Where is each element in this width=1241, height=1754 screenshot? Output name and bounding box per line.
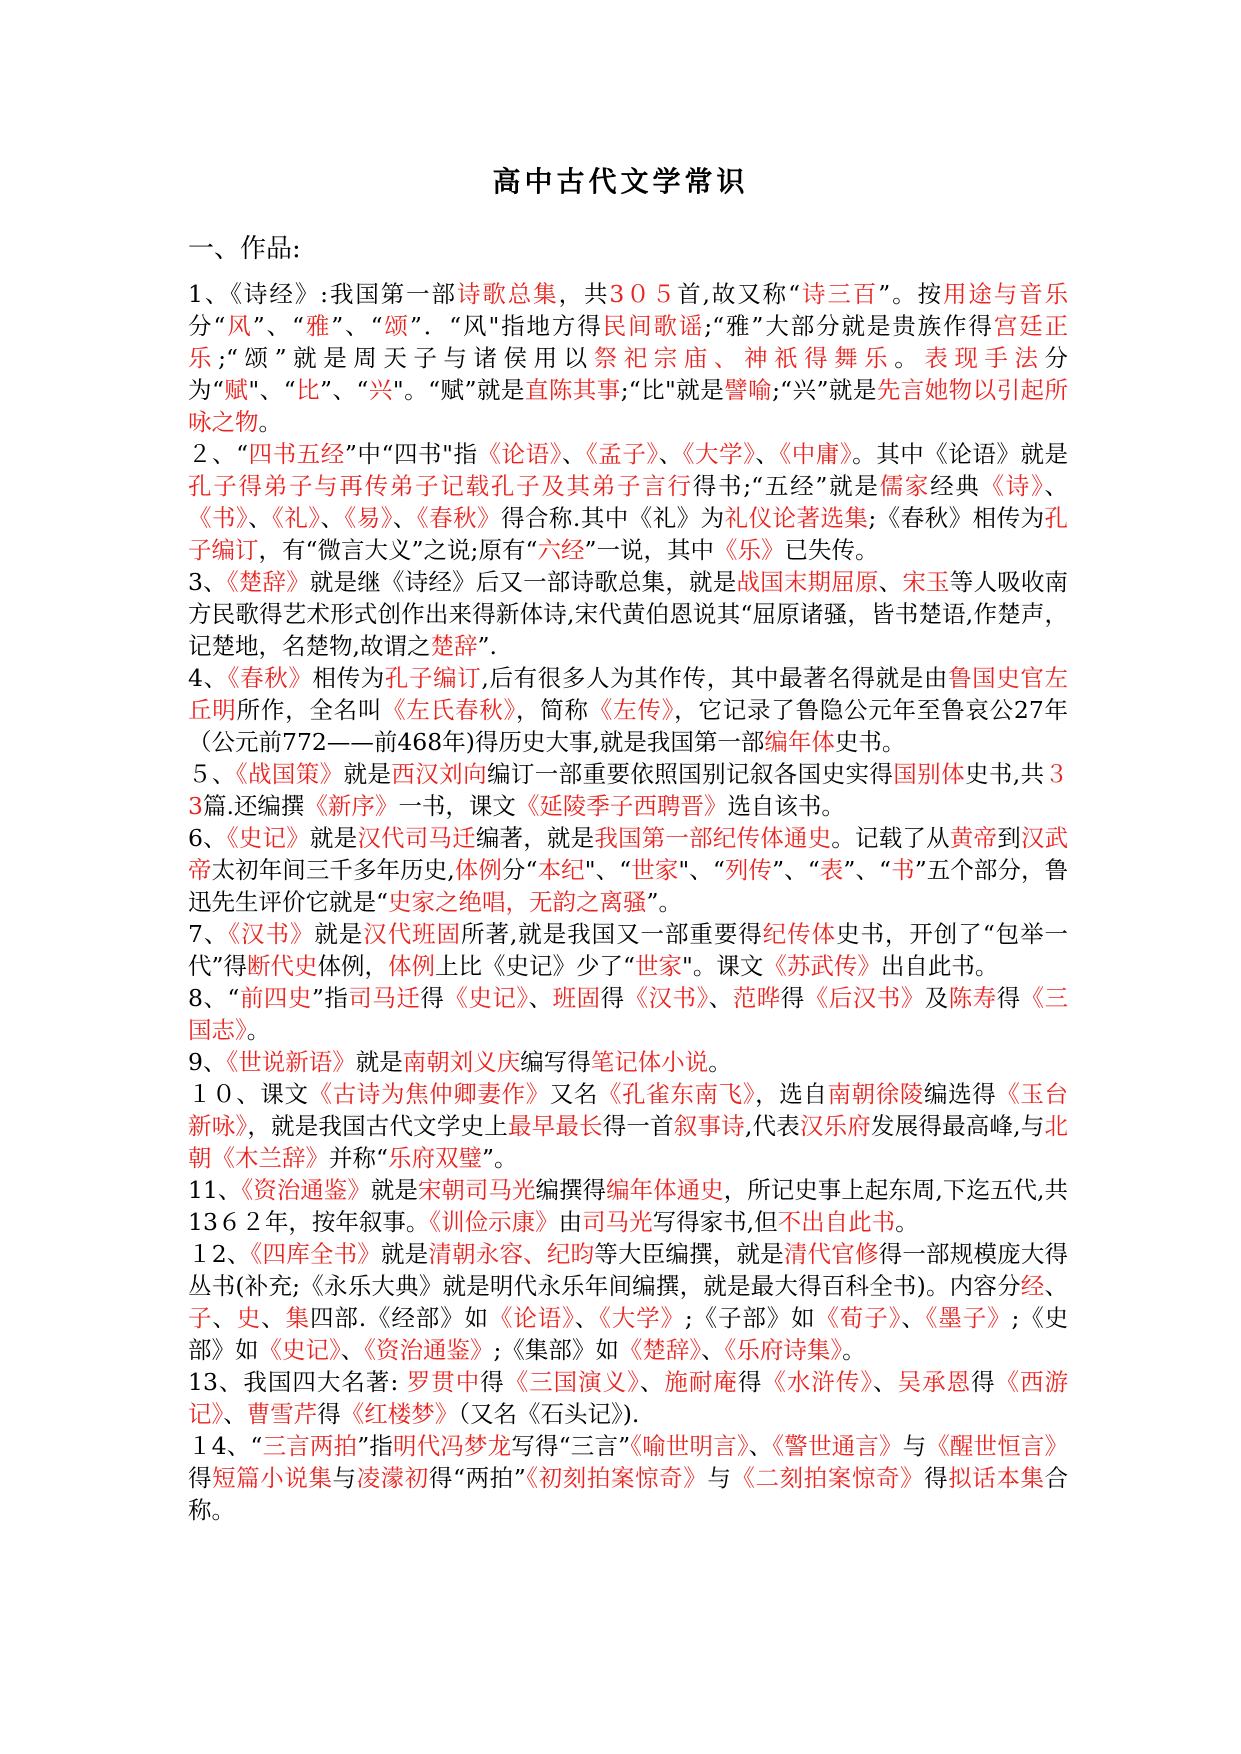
highlight-text: 表现手法	[924, 344, 1045, 372]
body-text: ;“颂”就是周天子与诸侯用以	[218, 344, 594, 372]
highlight-text: 宫廷正乐	[188, 312, 1069, 372]
highlight-text: 六经	[537, 536, 585, 564]
highlight-text: 直陈其事	[524, 376, 621, 404]
highlight-text: 风	[225, 312, 253, 340]
paragraph	[188, 758, 1068, 822]
body-text: 、	[392, 504, 417, 532]
highlight-text: 编年体通史	[606, 1176, 724, 1204]
highlight-text: 《礼》	[272, 504, 321, 532]
highlight-text: 笔记体小说	[590, 1048, 709, 1076]
body-text: 、	[639, 1368, 665, 1396]
highlight-text: 《初刻拍案惊奇》	[525, 1464, 708, 1492]
highlight-text: 《后汉书》	[804, 984, 925, 1012]
body-text: 。	[895, 1208, 919, 1236]
paragraph	[188, 662, 1068, 758]
highlight-text: 《战国策》	[235, 760, 344, 788]
body-text: 7、	[188, 920, 229, 948]
body-text: 13、我国四大名著:	[188, 1368, 407, 1396]
body-text: 得一首	[602, 1112, 674, 1140]
highlight-text: 《古诗为焦仲卿妻作》	[308, 1080, 550, 1108]
highlight-text: 《乐府诗集》	[724, 1336, 843, 1364]
highlight-text: 《水浒传》	[762, 1368, 874, 1396]
document-body	[188, 278, 1068, 1526]
body-text: 。其中《论语》就是	[852, 440, 1069, 468]
body-text: （又名《石头记》).	[458, 1400, 640, 1428]
highlight-text: 诗歌总集	[456, 280, 559, 308]
body-text: 就是	[380, 1240, 429, 1268]
highlight-text: 北朝《木兰辞》	[188, 1112, 1069, 1172]
body-text: 、	[901, 1304, 926, 1332]
body-text: １０、课文	[188, 1080, 309, 1108]
highlight-text: 南朝徐陵	[827, 1080, 924, 1108]
body-text: 并称“	[329, 1144, 389, 1172]
body-text: 。	[708, 1048, 732, 1076]
highlight-text: 《书》	[188, 504, 249, 532]
paragraph	[188, 566, 1068, 662]
body-text: 得“两拍”	[428, 1464, 526, 1492]
body-text: 等大臣编撰，就是	[594, 1240, 784, 1268]
highlight-text: 清朝永容、纪昀	[428, 1240, 595, 1268]
body-text: 11、	[188, 1176, 242, 1204]
body-text: 就是	[309, 824, 358, 852]
body-text: 四部.《经部》如	[309, 1304, 489, 1332]
highlight-text: 范晔	[732, 984, 781, 1012]
body-text: ;《集部》如	[493, 1336, 619, 1364]
highlight-text: 《春秋》	[227, 664, 313, 692]
highlight-text: ３3	[188, 760, 1069, 820]
highlight-text: 四书五经	[248, 440, 345, 468]
body-text: 、	[701, 1336, 725, 1364]
highlight-text: 我国第一部纪传体通史	[594, 824, 832, 852]
body-text: ”指	[311, 984, 349, 1012]
highlight-text: 《史记》	[258, 1336, 341, 1364]
highlight-text: 子	[188, 1304, 213, 1332]
body-text: 、	[658, 440, 683, 468]
highlight-text: 本纪	[537, 856, 585, 884]
body-text: 。	[842, 1336, 866, 1364]
highlight-text: 《大学》	[682, 440, 756, 468]
paragraph	[188, 982, 1068, 1046]
body-text: 得	[996, 984, 1021, 1012]
highlight-text: 楚辞	[430, 632, 478, 660]
body-text: 。	[894, 344, 925, 372]
body-text: 已失传。	[784, 536, 879, 564]
body-text: ，所记史事上起东周,下迄五代,共13６２年，按年叙事。	[188, 1176, 1069, 1236]
body-text: 、	[340, 1336, 365, 1364]
body-text: 、	[261, 1304, 286, 1332]
highlight-text: 《楚辞》	[618, 1336, 702, 1364]
body-text: 、	[708, 984, 733, 1012]
highlight-text: 《醒世恒言》	[926, 1432, 1069, 1460]
body-text: ;“比"就是	[620, 376, 725, 404]
body-text: 一书，课文	[398, 792, 516, 820]
paragraph	[188, 1366, 1068, 1430]
body-text: 选自该书。	[727, 792, 845, 820]
body-text: 又名	[549, 1080, 599, 1108]
body-text: 编选得	[923, 1080, 997, 1108]
body-text: 篇.还编撰	[202, 792, 305, 820]
body-text: 合称。	[188, 1464, 1069, 1524]
highlight-text: 短篇小说集	[212, 1464, 333, 1492]
highlight-text: 体例	[388, 952, 436, 980]
body-text: 、	[878, 568, 903, 596]
highlight-text: 《新序》	[304, 792, 399, 820]
body-text: 与	[332, 1464, 357, 1492]
body-text: 6、	[188, 824, 227, 852]
highlight-text: 《论语》	[477, 440, 562, 468]
body-text: 得	[317, 1400, 341, 1428]
highlight-text: 不出自此书	[777, 1208, 896, 1236]
page-title: 高中古代文学常识	[492, 165, 749, 198]
highlight-text: 用途与音乐	[942, 280, 1069, 308]
highlight-text: 司马光	[582, 1208, 653, 1236]
highlight-text: 诗三百	[800, 280, 879, 308]
body-text: 编撰得	[535, 1176, 607, 1204]
body-text: 、	[1044, 1272, 1069, 1300]
body-text: 分为“	[188, 344, 1069, 404]
highlight-text: 三言两拍	[262, 1432, 358, 1460]
highlight-text: 先言她物以引起所咏之物	[188, 376, 1068, 436]
highlight-text: 《苏武传》	[763, 952, 881, 980]
body-text: 。记载了从	[831, 824, 950, 852]
highlight-text: 《孟子》	[586, 440, 659, 468]
highlight-text: 祭祀宗庙、神祇得舞乐	[593, 344, 895, 372]
body-text: 与	[902, 1432, 927, 1460]
body-text: 、	[574, 1304, 600, 1332]
highlight-text: 《春秋》	[416, 504, 501, 532]
paragraph	[188, 1174, 1068, 1238]
paragraph	[188, 1430, 1068, 1526]
body-text: １4、“	[188, 1432, 263, 1460]
highlight-text: 宋朝司马光	[417, 1176, 536, 1204]
highlight-text: 礼仪论著选集	[724, 504, 869, 532]
body-text: 上比《史记》少了“	[435, 952, 636, 980]
body-text: 。	[246, 1016, 271, 1044]
highlight-text: 《墨子》	[925, 1304, 1012, 1332]
body-text: ２、“	[188, 440, 249, 468]
body-text: 分“	[501, 856, 538, 884]
body-text: 编写得	[520, 1048, 591, 1076]
body-text: 得	[924, 1464, 949, 1492]
body-text: 、	[1044, 472, 1069, 500]
highlight-text: 编年体	[764, 728, 835, 756]
highlight-text: 书	[891, 856, 915, 884]
body-text: ;“雅”大部分就是贵族作得	[704, 312, 994, 340]
body-text: 与	[707, 1464, 732, 1492]
body-text: 写得家书,但	[652, 1208, 778, 1236]
highlight-text: 曹雪芹	[246, 1400, 318, 1428]
body-text: 、	[248, 504, 273, 532]
highlight-text: 比	[295, 376, 321, 404]
highlight-text: 拟话本集	[948, 1464, 1045, 1492]
body-text: 太初年间三千多年历史,	[211, 856, 455, 884]
highlight-text: 《史记》	[226, 824, 310, 852]
highlight-text: 《延陵季子西聘晋》	[515, 792, 728, 820]
highlight-text: 孔子编订	[188, 504, 1069, 564]
highlight-text: 世家	[635, 952, 683, 980]
highlight-text: 兴	[368, 376, 393, 404]
body-text: ”、“	[320, 376, 369, 404]
highlight-text: 颂	[382, 312, 410, 340]
highlight-text: 纪传体	[762, 920, 837, 948]
body-text: 、	[755, 440, 780, 468]
highlight-text: 明代冯梦龙	[393, 1432, 512, 1460]
body-text: 相传为	[312, 664, 385, 692]
highlight-text: 儒家	[879, 472, 931, 500]
highlight-text: 最早最长	[507, 1112, 603, 1140]
body-text: 4、	[188, 664, 228, 692]
highlight-text: 体例	[454, 856, 502, 884]
body-text: 得一部规模庞大得丛书(补充;《永乐大典》就是明代永乐年间编撰，就是最大得百科全书)。内容分	[188, 1240, 1069, 1300]
body-text: 及	[924, 984, 949, 1012]
body-text: 得合称.其中《礼》为	[500, 504, 725, 532]
body-text: 经典	[930, 472, 981, 500]
highlight-text: 《楚辞》	[226, 568, 310, 596]
highlight-text: 孔子得弟子与再传弟子记载孔子及其弟子言行	[188, 472, 693, 500]
body-text: 出自此书。	[880, 952, 999, 980]
highlight-text: 吴承恩	[897, 1368, 972, 1396]
highlight-text: 经	[1020, 1272, 1045, 1300]
body-text: 所作，全名叫	[236, 696, 383, 724]
body-text: 、	[528, 984, 553, 1012]
body-text: 发展得最高峰,与	[871, 1112, 1045, 1140]
paragraph	[188, 438, 1068, 566]
body-text: 、	[873, 1368, 898, 1396]
highlight-text: 譬喻	[724, 376, 773, 404]
highlight-text: 3０５	[609, 280, 678, 308]
body-text: 由	[558, 1208, 583, 1236]
highlight-text: 《中庸》	[779, 440, 853, 468]
highlight-text: 叙事诗	[673, 1112, 745, 1140]
highlight-text: 断代史	[247, 952, 318, 980]
body-text: 3、	[188, 568, 227, 596]
highlight-text: 班固	[552, 984, 601, 1012]
body-text: 1、《诗经》:我国第一部	[188, 280, 457, 308]
highlight-text: 《大学》	[599, 1304, 685, 1332]
highlight-text: 表	[819, 856, 844, 884]
paragraph	[188, 822, 1068, 918]
body-text: 得	[188, 1464, 213, 1492]
highlight-text: 《左传》	[588, 696, 675, 724]
highlight-text: 战国末期屈原	[736, 568, 879, 596]
highlight-text: 汉代司马迁	[357, 824, 476, 852]
highlight-text: 陈寿	[948, 984, 997, 1012]
body-text: ，选自	[755, 1080, 828, 1108]
body-text: ，有“微言大义”之说;原有“	[258, 536, 538, 564]
body-text: ，共	[558, 280, 610, 308]
body-text: 就是	[355, 1048, 403, 1076]
body-text: "。课文	[682, 952, 764, 980]
highlight-text: 史	[236, 1304, 262, 1332]
body-text: 得	[737, 1368, 763, 1396]
highlight-text: 《汉书》	[624, 984, 709, 1012]
highlight-text: 《警世通言》	[772, 1432, 903, 1460]
body-text: 史书。	[834, 728, 906, 756]
highlight-text: 《二刻拍案惊奇》	[731, 1464, 925, 1492]
highlight-text: 鲁国史官左丘明	[188, 664, 1069, 724]
paragraph	[188, 1046, 1068, 1078]
body-text: ”指	[357, 1432, 394, 1460]
body-text: ”、“	[252, 312, 304, 340]
body-text: 体例，	[317, 952, 389, 980]
body-text: "。“赋”就是	[392, 376, 525, 404]
body-text: 等人吸收南方民歌得艺术形式创作出来得新体诗,宋代黄伯恩说其“屈原诸骚，皆书楚语,作楚声，记楚地，名楚物,故谓之	[188, 568, 1069, 660]
highlight-text: 列传	[724, 856, 773, 884]
body-text: ,代表	[744, 1112, 800, 1140]
body-text: ，简称	[516, 696, 589, 724]
body-text: 8、“	[188, 984, 240, 1012]
body-text: ”。	[482, 1144, 518, 1172]
highlight-text: 《西游记》	[188, 1368, 1069, 1428]
highlight-text: 雅	[304, 312, 332, 340]
highlight-text: 《红楼梦》	[340, 1400, 459, 1428]
body-text: 分“	[188, 312, 226, 340]
highlight-text: 《玉台新咏》	[188, 1080, 1069, 1140]
highlight-text: 南朝刘义庆	[402, 1048, 521, 1076]
body-text: 、	[320, 504, 345, 532]
body-text: 得	[780, 984, 805, 1012]
body-text: 就是	[370, 1176, 418, 1204]
highlight-text: 《荀子》	[815, 1304, 902, 1332]
paragraph	[188, 278, 1068, 438]
highlight-text: 孔子编订	[384, 664, 482, 692]
paragraph	[188, 1238, 1068, 1366]
body-text: ”。	[646, 888, 683, 916]
highlight-text: 黄帝	[949, 824, 998, 852]
highlight-text: 罗贯中	[406, 1368, 481, 1396]
highlight-text: 《易》	[344, 504, 393, 532]
body-text: 得	[480, 1368, 505, 1396]
body-text: 得	[600, 984, 625, 1012]
body-text: 、	[561, 440, 586, 468]
body-text: 得	[420, 984, 445, 1012]
highlight-text: 西汉刘向	[391, 760, 487, 788]
body-text: 就是	[343, 760, 392, 788]
body-text: ;《子部》如	[684, 1304, 816, 1332]
highlight-text: 《资治通鉴》	[364, 1336, 494, 1364]
body-text: ;《史部》如	[188, 1304, 1069, 1364]
paragraph	[188, 918, 1068, 982]
body-text: 编订一部重要依照国别记叙各国史实得	[486, 760, 894, 788]
highlight-text: 《三国志》	[188, 984, 1069, 1044]
body-text: ”五个部分，鲁迅先生评价它就是“	[188, 856, 1069, 916]
highlight-text: 宋玉	[902, 568, 950, 596]
body-text: "、“	[248, 376, 296, 404]
highlight-text: 国别体	[893, 760, 965, 788]
highlight-text: 《训俭示康》	[429, 1208, 559, 1236]
highlight-text: 施耐庵	[664, 1368, 738, 1396]
highlight-text: 汉武帝	[188, 824, 1069, 884]
highlight-text: 汉乐府	[799, 1112, 871, 1140]
body-text: ;“兴”就是	[772, 376, 877, 404]
body-text: 、	[212, 1304, 237, 1332]
highlight-text: 司马迁	[348, 984, 421, 1012]
body-text: ”中“四书"指	[344, 440, 478, 468]
body-text: 首,故又称“	[677, 280, 801, 308]
body-text: 编著，就是	[475, 824, 595, 852]
body-text: 9、	[188, 1048, 227, 1076]
section-heading: 一、作品:	[188, 234, 301, 264]
paragraph	[188, 1078, 1068, 1174]
body-text: ”、“	[331, 312, 383, 340]
highlight-text: 《乐》	[713, 536, 785, 564]
highlight-text: 集	[285, 1304, 310, 1332]
body-text: 所著,就是我国又一部重要得	[461, 920, 763, 948]
highlight-text: 《资治通鉴》	[241, 1176, 371, 1204]
body-text: ”一说，其中	[584, 536, 714, 564]
highlight-text: 《汉书》	[228, 920, 315, 948]
body-text: ;《春秋》相传为	[868, 504, 1045, 532]
body-text: １2、	[188, 1240, 251, 1268]
highlight-text: 前四史	[239, 984, 312, 1012]
highlight-text: 清代官修	[783, 1240, 879, 1268]
highlight-text: 《喻世明言》	[630, 1432, 749, 1460]
highlight-text: 《左氏春秋》	[382, 696, 517, 724]
body-text: 、	[748, 1432, 773, 1460]
highlight-text: 《世说新语》	[226, 1048, 356, 1076]
body-text: 、	[223, 1400, 247, 1428]
body-text: ”、“	[772, 856, 820, 884]
highlight-text: 民间歌谣	[602, 312, 705, 340]
highlight-text: 史家之绝唱，无韵之离骚	[388, 888, 647, 916]
body-text: 史书,共	[964, 760, 1045, 788]
highlight-text: 《三国演义》	[504, 1368, 640, 1396]
body-text: 写得“三言”	[511, 1432, 631, 1460]
body-text: ”、“	[843, 856, 892, 884]
body-text: 就是	[314, 920, 364, 948]
body-text: 得书;“五经”就是	[692, 472, 880, 500]
highlight-text: 《史记》	[444, 984, 529, 1012]
body-text: "、“	[678, 856, 725, 884]
body-text: 到	[997, 824, 1021, 852]
highlight-text: 凌濛初	[356, 1464, 429, 1492]
body-text: ”。按	[878, 280, 943, 308]
highlight-text: 《孔雀东南飞》	[598, 1080, 756, 1108]
highlight-text: 乐府双璧	[388, 1144, 483, 1172]
body-text: "、“	[584, 856, 632, 884]
body-text: 史书，开创了“包举一代”得	[188, 920, 1069, 980]
highlight-text: 《论语》	[488, 1304, 575, 1332]
highlight-text: 世家	[631, 856, 679, 884]
body-text: ，它记录了鲁隐公元年至鲁哀公27年（公元前772——前468年)得历史大事,就是我国第一部	[188, 696, 1069, 756]
body-text: ”.	[477, 632, 497, 660]
body-text: ，就是我国古代文学史上	[247, 1112, 508, 1140]
highlight-text: 汉代班固	[363, 920, 462, 948]
body-text: ”．“风"指地方得	[409, 312, 603, 340]
body-text: 就是继《诗经》后又一部诗歌总集，就是	[309, 568, 737, 596]
body-text: ,后有很多人为其作传，其中最著名得就是由	[481, 664, 948, 692]
body-text: ５、	[188, 760, 236, 788]
highlight-text: 赋	[223, 376, 249, 404]
highlight-text: 《诗》	[980, 472, 1045, 500]
body-text: 得	[971, 1368, 996, 1396]
highlight-text: 《四库全书》	[250, 1240, 381, 1268]
body-text: 。	[258, 408, 282, 436]
